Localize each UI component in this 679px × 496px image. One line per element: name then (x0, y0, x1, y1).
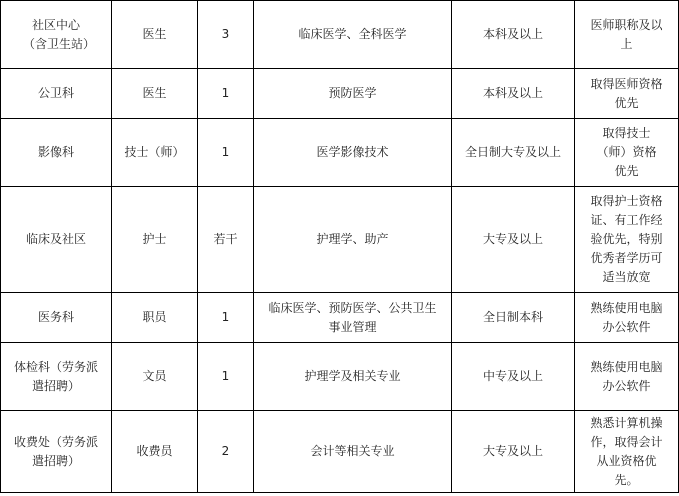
position-cell: 职员 (112, 293, 198, 343)
position-cell: 医生 (112, 1, 198, 69)
table-row (1, 411, 679, 493)
count-cell: 1 (198, 343, 254, 411)
count-cell: 1 (198, 293, 254, 343)
count-cell: 若干 (198, 187, 254, 293)
position-cell: 文员 (112, 343, 198, 411)
other-requirements-cell: 熟练使用电脑办公软件 (575, 343, 679, 411)
position-cell: 收费员 (112, 411, 198, 493)
other-requirements-cell: 取得护士资格证、有工作经验优先，特别优秀者学历可适当放宽 (575, 187, 679, 293)
department-cell: 公卫科 (1, 69, 112, 119)
department-cell: 社区中心（含卫生站） (1, 1, 112, 69)
other-requirements-cell: 医师职称及以上 (575, 1, 679, 69)
other-requirements-cell: 熟练使用电脑办公软件 (575, 293, 679, 343)
department-cell: 医务科 (1, 293, 112, 343)
department-cell: 临床及社区 (1, 187, 112, 293)
other-requirements-cell: 熟悉计算机操作，取得会计从业资格优先。 (575, 411, 679, 493)
table-row (1, 343, 679, 411)
count-cell: 3 (198, 1, 254, 69)
table-row (1, 69, 679, 119)
count-cell: 2 (198, 411, 254, 493)
education-cell: 全日制大专及以上 (452, 119, 575, 187)
major-cell: 医学影像技术 (254, 119, 452, 187)
major-cell: 临床医学、全科医学 (254, 1, 452, 69)
table-row (1, 187, 679, 293)
education-cell: 大专及以上 (452, 187, 575, 293)
major-cell: 护理学及相关专业 (254, 343, 452, 411)
department-cell: 体检科（劳务派遣招聘） (1, 343, 112, 411)
major-cell: 护理学、助产 (254, 187, 452, 293)
position-cell: 护士 (112, 187, 198, 293)
department-cell: 收费处（劳务派遣招聘） (1, 411, 112, 493)
other-requirements-cell: 取得技士（师）资格优先 (575, 119, 679, 187)
position-cell: 技士（师） (112, 119, 198, 187)
education-cell: 本科及以上 (452, 1, 575, 69)
other-requirements-cell: 取得医师资格优先 (575, 69, 679, 119)
major-cell: 临床医学、预防医学、公共卫生事业管理 (254, 293, 452, 343)
table-row (1, 293, 679, 343)
count-cell: 1 (198, 119, 254, 187)
education-cell: 全日制本科 (452, 293, 575, 343)
major-cell: 会计等相关专业 (254, 411, 452, 493)
table-row (1, 1, 679, 69)
major-cell: 预防医学 (254, 69, 452, 119)
table-row (1, 119, 679, 187)
education-cell: 大专及以上 (452, 411, 575, 493)
position-cell: 医生 (112, 69, 198, 119)
count-cell: 1 (198, 69, 254, 119)
department-cell: 影像科 (1, 119, 112, 187)
education-cell: 中专及以上 (452, 343, 575, 411)
education-cell: 本科及以上 (452, 69, 575, 119)
